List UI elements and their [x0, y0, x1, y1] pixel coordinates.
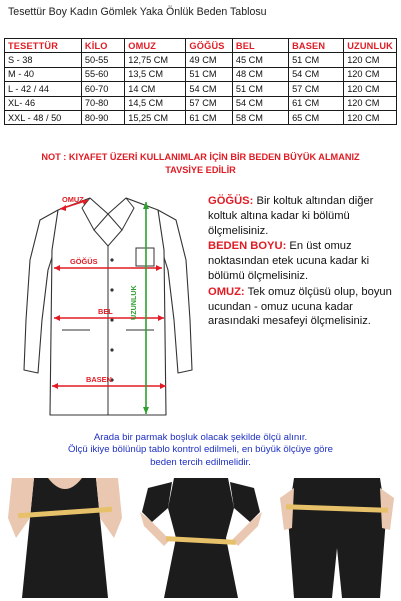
- desc-gogus: [208, 194, 396, 238]
- table-cell: 57 CM: [186, 96, 232, 110]
- measuring-instructions: [6, 432, 395, 469]
- table-cell: 15,25 CM: [125, 110, 186, 124]
- table-cell: 51 CM: [186, 67, 232, 81]
- table-cell: 14,5 CM: [125, 96, 186, 110]
- table-cell: 54 CM: [289, 67, 344, 81]
- instruction-line: Arada bir parmak boşluk olacak şekilde ölçü alınır.: [93, 432, 308, 443]
- table-cell: 51 CM: [232, 82, 288, 96]
- oversize-note-line: TAVSİYE EDİLİR: [165, 164, 236, 175]
- size-table: [4, 38, 397, 125]
- table-row: [5, 96, 397, 110]
- desc-text: En üst omuz noktasından etek ucuna kadar ki bölümü ölçmelisiniz.: [208, 240, 370, 282]
- desc-text: Tek omuz ölçüsü olup, boyun ucundan - omuz ucuna kadar arasındaki mesafeyi ölçmelisiniz.: [208, 285, 392, 328]
- table-cell: 57 CM: [289, 82, 344, 96]
- table-row: [5, 82, 397, 96]
- header-bel: BEL: [232, 39, 288, 53]
- header-omuz: OMUZ: [125, 39, 186, 53]
- table-cell: 61 CM: [289, 96, 344, 110]
- header-gogus: GÖĞÜS: [186, 39, 232, 53]
- oversize-note: [6, 151, 395, 176]
- table-cell: 120 CM: [344, 96, 397, 110]
- table-cell: 50-55: [81, 53, 124, 67]
- table-cell: 54 CM: [186, 82, 232, 96]
- header-basen: BASEN: [289, 39, 344, 53]
- table-row: [5, 53, 397, 67]
- table-row: [5, 110, 397, 124]
- waist-measurement-photo: [138, 478, 264, 598]
- table-cell: M - 40: [5, 67, 82, 81]
- table-cell: 48 CM: [232, 67, 288, 81]
- table-cell: 54 CM: [232, 96, 288, 110]
- label-omuz: OMUZ: [62, 195, 84, 204]
- label-gogus: GÖĞÜS: [70, 257, 98, 266]
- table-cell: 61 CM: [186, 110, 232, 124]
- table-cell: XXL - 48 / 50: [5, 110, 82, 124]
- desc-key: OMUZ:: [208, 285, 245, 298]
- table-cell: 51 CM: [289, 53, 344, 67]
- table-cell: 120 CM: [344, 53, 397, 67]
- label-bel: BEL: [98, 307, 113, 316]
- table-cell: 13,5 CM: [125, 67, 186, 81]
- desc-key: BEDEN BOYU:: [208, 240, 287, 253]
- table-cell: 120 CM: [344, 82, 397, 96]
- desc-beden-boyu: [208, 239, 396, 283]
- table-cell: 80-90: [81, 110, 124, 124]
- table-cell: 45 CM: [232, 53, 288, 67]
- header-kilo: KİLO: [81, 39, 124, 53]
- desc-key: GÖĞÜS:: [208, 195, 254, 207]
- coat-diagram: [18, 190, 208, 420]
- table-cell: 12,75 CM: [125, 53, 186, 67]
- hip-measurement-photo: [276, 478, 398, 598]
- header-tesettur: TESETTÜR: [5, 39, 82, 53]
- desc-text: Bir koltuk altından diğer koltuk altına kadar ki bölümü ölçmelisiniz.: [208, 195, 374, 237]
- label-uzunluk: UZUNLUK: [129, 285, 138, 320]
- table-cell: L - 42 / 44: [5, 82, 82, 96]
- instruction-line: beden tercih edilmelidir.: [150, 456, 251, 468]
- instruction-line: Ölçü ikiye bölünüp tablo kontrol edilmeli, en büyük ölçüye göre: [67, 444, 334, 456]
- page-title: Tesettür Boy Kadın Gömlek Yaka Önlük Beden Tablosu: [8, 6, 267, 18]
- table-cell: S - 38: [5, 53, 82, 67]
- table-cell: 65 CM: [289, 110, 344, 124]
- bust-measurement-photo: [4, 478, 126, 598]
- label-basen: BASEN: [86, 375, 112, 384]
- table-row: [5, 67, 397, 81]
- table-cell: 55-60: [81, 67, 124, 81]
- table-cell: 14 CM: [125, 82, 186, 96]
- table-cell: 49 CM: [186, 53, 232, 67]
- table-cell: 120 CM: [344, 110, 397, 124]
- table-cell: 58 CM: [232, 110, 288, 124]
- table-cell: XL- 46: [5, 96, 82, 110]
- header-uzunluk: UZUNLUK: [344, 39, 397, 53]
- table-cell: 60-70: [81, 82, 124, 96]
- desc-omuz: [208, 285, 396, 329]
- table-cell: 120 CM: [344, 67, 397, 81]
- table-cell: 70-80: [81, 96, 124, 110]
- size-table-header: [5, 39, 397, 53]
- measurement-descriptions: [208, 194, 396, 330]
- oversize-note-line: NOT : KIYAFET ÜZERİ KULLANIMLAR İÇİN BİR BEDEN BÜYÜK ALMANIZ: [41, 152, 360, 162]
